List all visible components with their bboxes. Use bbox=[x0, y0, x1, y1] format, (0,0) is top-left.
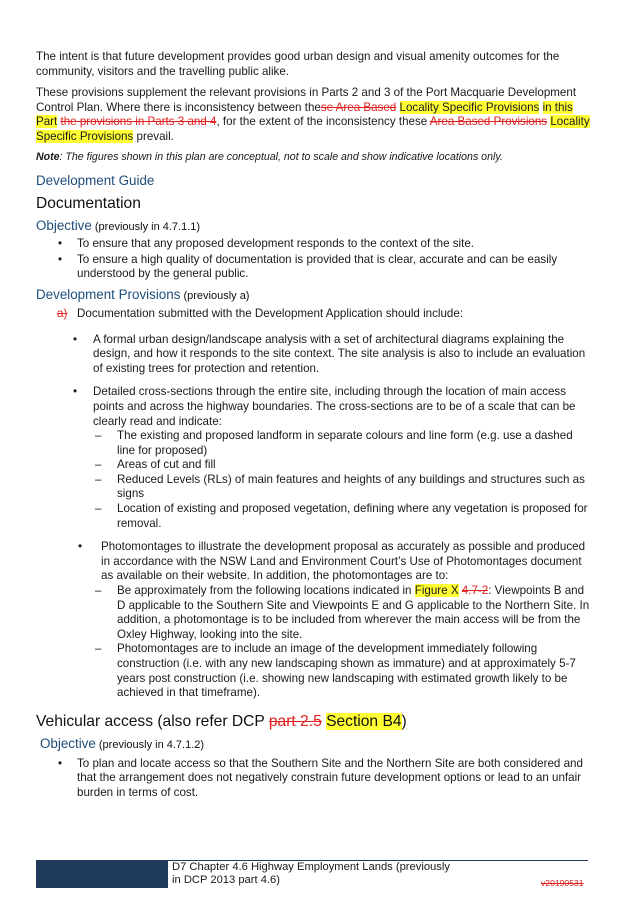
objective-note: (previously in 4.7.1.1) bbox=[91, 221, 201, 234]
dash-item: – Photomontages are to include an image of the development immediately following construction (i.e. with any new landscaping shown as immature) and at approximately 5-7 years post construction (i.e. showing new landscaping with estimated growth likely to be achieved in that timeframe). bbox=[93, 642, 590, 700]
page-content bbox=[36, 50, 590, 802]
footer-version: v20190531 bbox=[541, 878, 584, 888]
list-item: • To plan and locate access so that the Southern Site and the Northern Site are both considered and that the arrangement does not negatively constrain future development options or lead to an unfair burden in terms of cost. bbox=[36, 757, 590, 801]
vehicular-objectives-list bbox=[36, 757, 590, 801]
deleted-text: Area Based Provisions bbox=[429, 115, 548, 129]
note-paragraph bbox=[36, 150, 590, 165]
objective-heading bbox=[36, 218, 590, 233]
objectives-list bbox=[36, 237, 590, 282]
dash-item: – The existing and proposed landform in separate colours and line form (e.g. use a dashed line for proposed) bbox=[93, 429, 590, 458]
vehicular-objective-heading bbox=[36, 736, 590, 751]
dash-list bbox=[93, 429, 590, 531]
dash-item: – Be approximately from the following locations indicated in Figure X 4.7-2: Viewpoints B and D applicable to the Southern Site and Viewpoints E and G applicable to the Northern Site. In addition, a photomontage is to be included from wherever the main access will be from the Oxley Highway, looking into the site. bbox=[93, 584, 590, 642]
list-marker: a) bbox=[57, 306, 68, 320]
deleted-text: the provisions in Parts 3 and 4 bbox=[60, 115, 217, 129]
inserted-text: Locality Specific Provisions bbox=[36, 115, 590, 143]
objective-label: Objective bbox=[36, 218, 92, 234]
note-text: : The figures shown in this plan are conceptual, not to scale and show indicative locations only. bbox=[59, 150, 503, 163]
list-item bbox=[36, 385, 590, 531]
dash-item: – Areas of cut and fill bbox=[93, 458, 590, 473]
footer-line-2: in DCP 2013 part 4.6) bbox=[172, 874, 281, 887]
para-text: , for the extent of the inconsistency these bbox=[216, 115, 430, 129]
deleted-text: part 2.5 bbox=[268, 712, 322, 730]
provisions-note: (previously a) bbox=[180, 289, 250, 302]
list-item: • A formal urban design/landscape analysis with a set of architectural diagrams explaining the design, and how it responds to the site context. The site analysis is also to include an evaluation of existing trees for protection and retention. bbox=[36, 333, 590, 377]
provisions-heading bbox=[36, 287, 590, 302]
inserted-text: in this Part bbox=[36, 100, 573, 129]
deleted-text: 4.7-2 bbox=[461, 584, 489, 598]
dash-list bbox=[93, 584, 590, 701]
provisions-paragraph bbox=[36, 86, 590, 144]
deleted-text: se Area Based bbox=[320, 100, 397, 114]
documentation-heading: Documentation bbox=[36, 195, 141, 213]
vehicular-access-heading: Vehicular access (also refer DCP part 2.5 Section B4) bbox=[36, 712, 407, 730]
provision-text: Documentation submitted with the Development Application should include: bbox=[77, 306, 464, 320]
note-label: Note bbox=[36, 150, 60, 163]
objective-label: Objective bbox=[40, 735, 96, 751]
provision-a bbox=[36, 307, 590, 322]
inserted-text: Figure X bbox=[414, 584, 459, 598]
dash-item: – Location of existing and proposed vegetation, defining where any vegetation is proposed for removal. bbox=[93, 502, 590, 531]
item-text: Detailed cross-sections through the entire site, including through the location of main access points and across the highway boundaries. The cross-sections are to be of a scale that can be clearly read and indicate: bbox=[93, 385, 576, 428]
footer-bar bbox=[36, 860, 168, 888]
footer-title bbox=[172, 861, 472, 888]
footer-line-1: D7 Chapter 4.6 Highway Employment Lands (previously bbox=[172, 861, 450, 873]
objective-note: (previously in 4.7.1.2) bbox=[95, 738, 205, 751]
item-text: Photomontages to illustrate the development proposal as accurately as possible and produced in accordance with the NSW Land and Environment Court’s Use of Photomontages document as available on their website. In addition, the photomontages are to: bbox=[101, 540, 586, 583]
inserted-text: Locality Specific Provisions bbox=[399, 100, 540, 114]
provisions-label: Development Provisions bbox=[36, 286, 181, 302]
para-text: These provisions supplement the relevant provisions in Parts 2 and 3 of the Port Macquarie Development Control Plan. Where there is inconsistency between the bbox=[36, 86, 577, 114]
list-item bbox=[36, 540, 590, 701]
inserted-text: Section B4 bbox=[326, 712, 402, 730]
list-item: • To ensure that any proposed development responds to the context of the site. bbox=[36, 237, 590, 252]
list-item: • To ensure a high quality of documentation is provided that is clear, accurate and can be easily understood by the general public. bbox=[36, 253, 590, 282]
dash-item: – Reduced Levels (RLs) of main features and heights of any buildings and structures such as signs bbox=[93, 473, 590, 502]
para-text: prevail. bbox=[133, 129, 174, 143]
development-guide-heading: Development Guide bbox=[36, 173, 155, 189]
documentation-items bbox=[36, 333, 590, 701]
intro-paragraph: The intent is that future development provides good urban design and visual amenity outcomes for the community, visitors and the travelling public alike. bbox=[36, 50, 560, 78]
